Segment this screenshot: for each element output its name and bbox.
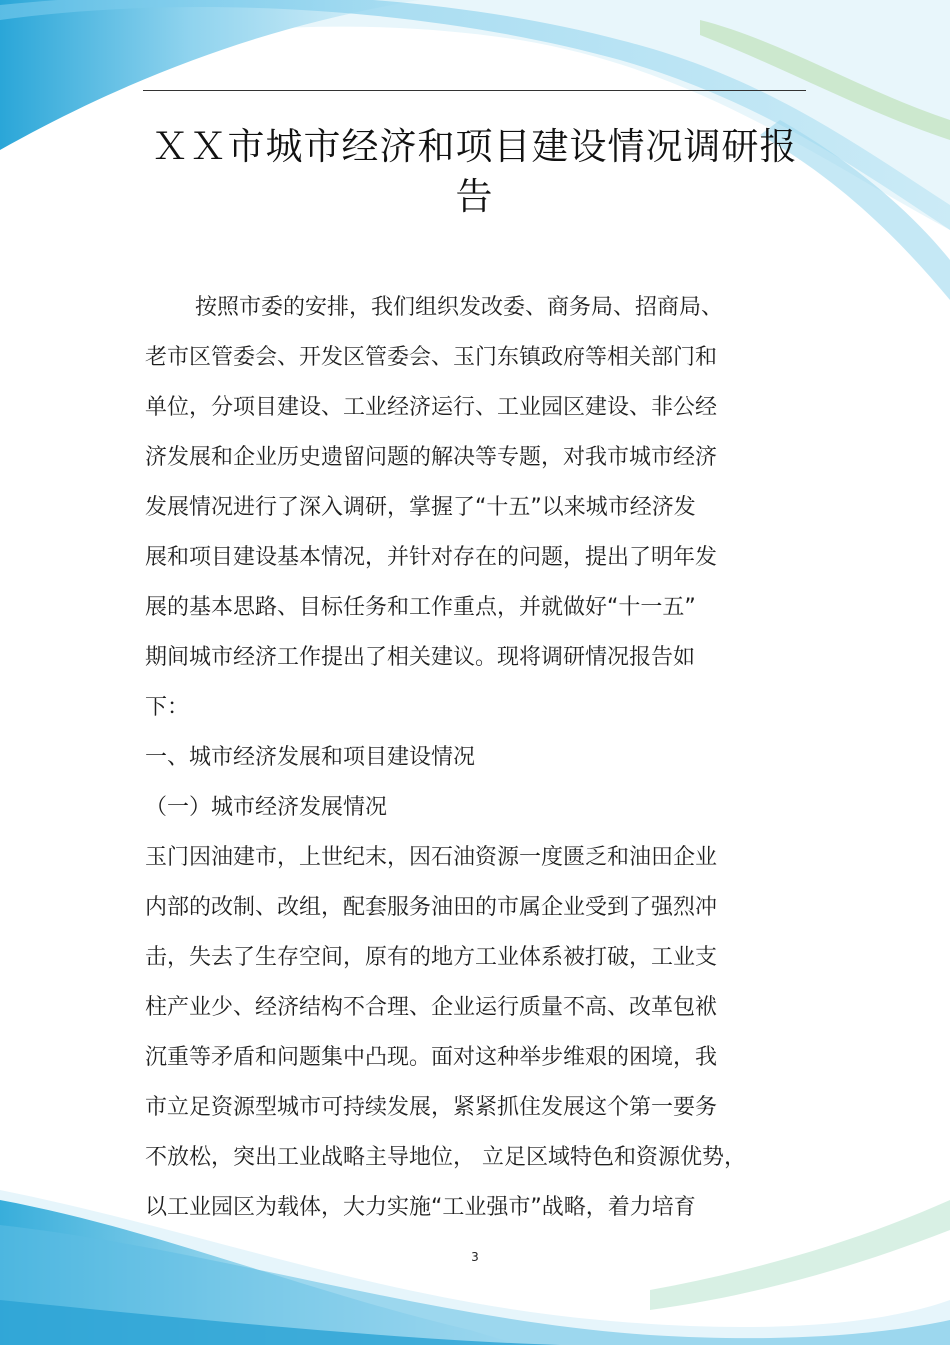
- paragraph-line: 期间城市经济工作提出了相关建议。现将调研情况报告如: [145, 645, 696, 670]
- paragraph-line: 以工业园区为载体，大力实施“工业强市”战略，着力培育: [145, 1195, 696, 1220]
- paragraph-line: 内部的改制、改组，配套服务油田的市属企业受到了强烈冲: [145, 895, 718, 920]
- document-title: [143, 122, 806, 222]
- paragraph-line: 济发展和企业历史遗留问题的解决等专题，对我市城市经济: [145, 445, 718, 470]
- paragraph-line: 展和项目建设基本情况，并针对存在的问题，提出了明年发: [145, 545, 718, 570]
- paragraph-line: 击，失去了生存空间，原有的地方工业体系被打破，工业支: [145, 945, 718, 970]
- paragraph-line: 老市区管委会、开发区管委会、玉门东镇政府等相关部门和: [145, 345, 718, 370]
- paragraph-line: 柱产业少、经济结构不合理、企业运行质量不高、改革包袱: [145, 995, 718, 1020]
- page-number: 3: [471, 1250, 479, 1264]
- header-rule: [143, 90, 806, 91]
- subsection-heading: （一）城市经济发展情况: [145, 795, 388, 820]
- title-line: 告: [455, 175, 494, 218]
- paragraph-line: 不放松，突出工业战略主导地位， 立足区域特色和资源优势，: [145, 1145, 746, 1170]
- section-heading: 一、城市经济发展和项目建设情况: [145, 745, 476, 770]
- paragraph-line: 沉重等矛盾和问题集中凸现。面对这种举步维艰的困境，我: [145, 1045, 718, 1070]
- paragraph-line: 玉门因油建市，上世纪末，因石油资源一度匮乏和油田企业: [145, 845, 718, 870]
- document-body: [145, 283, 785, 1233]
- paragraph-line: 单位，分项目建设、工业经济运行、工业园区建设、非公经: [145, 395, 718, 420]
- paragraph-line: 市立足资源型城市可持续发展，紧紧抓住发展这个第一要务: [145, 1095, 718, 1120]
- title-line: ＸＸ市城市经济和项目建设情况调研报: [151, 125, 798, 168]
- paragraph-line: 下：: [145, 695, 190, 720]
- paragraph-line: 发展情况进行了深入调研，掌握了“十五”以来城市经济发: [145, 495, 696, 520]
- paragraph-line: 按照市委的安排，我们组织发改委、商务局、招商局、: [195, 295, 724, 320]
- paragraph-line: 展的基本思路、目标任务和工作重点，并就做好“十一五”: [145, 595, 696, 620]
